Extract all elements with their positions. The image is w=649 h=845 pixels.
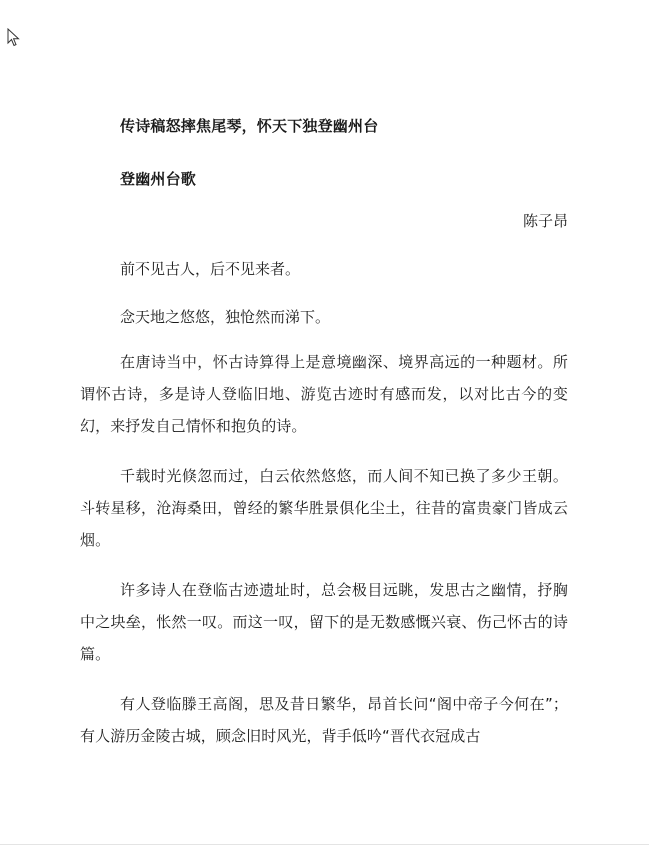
body-paragraph-4: 有人登临滕王高阁，思及昔日繁华，昂首长问“阁中帝子今何在”；有人游历金陵古城，顾念旧时风光，背手低吟“晋代衣冠成古: [80, 695, 568, 745]
poem-title: 登幽州台歌: [120, 170, 197, 188]
poem-verse-1: 前不见古人，后不见来者。: [120, 260, 301, 278]
body-paragraph-2: 千载时光倏忽而过，白云依然悠悠，而人间不知已换了多少王朝。斗转星移，沧海桑田，曾经的繁华胜景俱化尘土，往昔的富贵豪门皆成云烟。: [80, 467, 568, 549]
body-paragraph-3: 许多诗人在登临古迹遗址时，总会极目远眺，发思古之幽情，抒胸中之块垒，怅然一叹。而这一叹，留下的是无数感慨兴衰、伤己怀古的诗篇。: [80, 581, 568, 663]
mouse-pointer-icon: [7, 28, 21, 48]
main-title: 传诗稿怒摔焦尾琴，怀天下独登幽州台: [120, 117, 379, 135]
poem-author: 陈子昂: [522, 212, 568, 230]
body-paragraph-1: 在唐诗当中，怀古诗算得上是意境幽深、境界高远的一种题材。所谓怀古诗，多是诗人登临旧地、游览古迹时有感而发，以对比古今的变幻，来抒发自己情怀和抱负的诗。: [80, 353, 568, 435]
document-page: [80, 108, 568, 752]
poem-verse-2: 念天地之悠悠，独怆然而涕下。: [120, 308, 331, 326]
